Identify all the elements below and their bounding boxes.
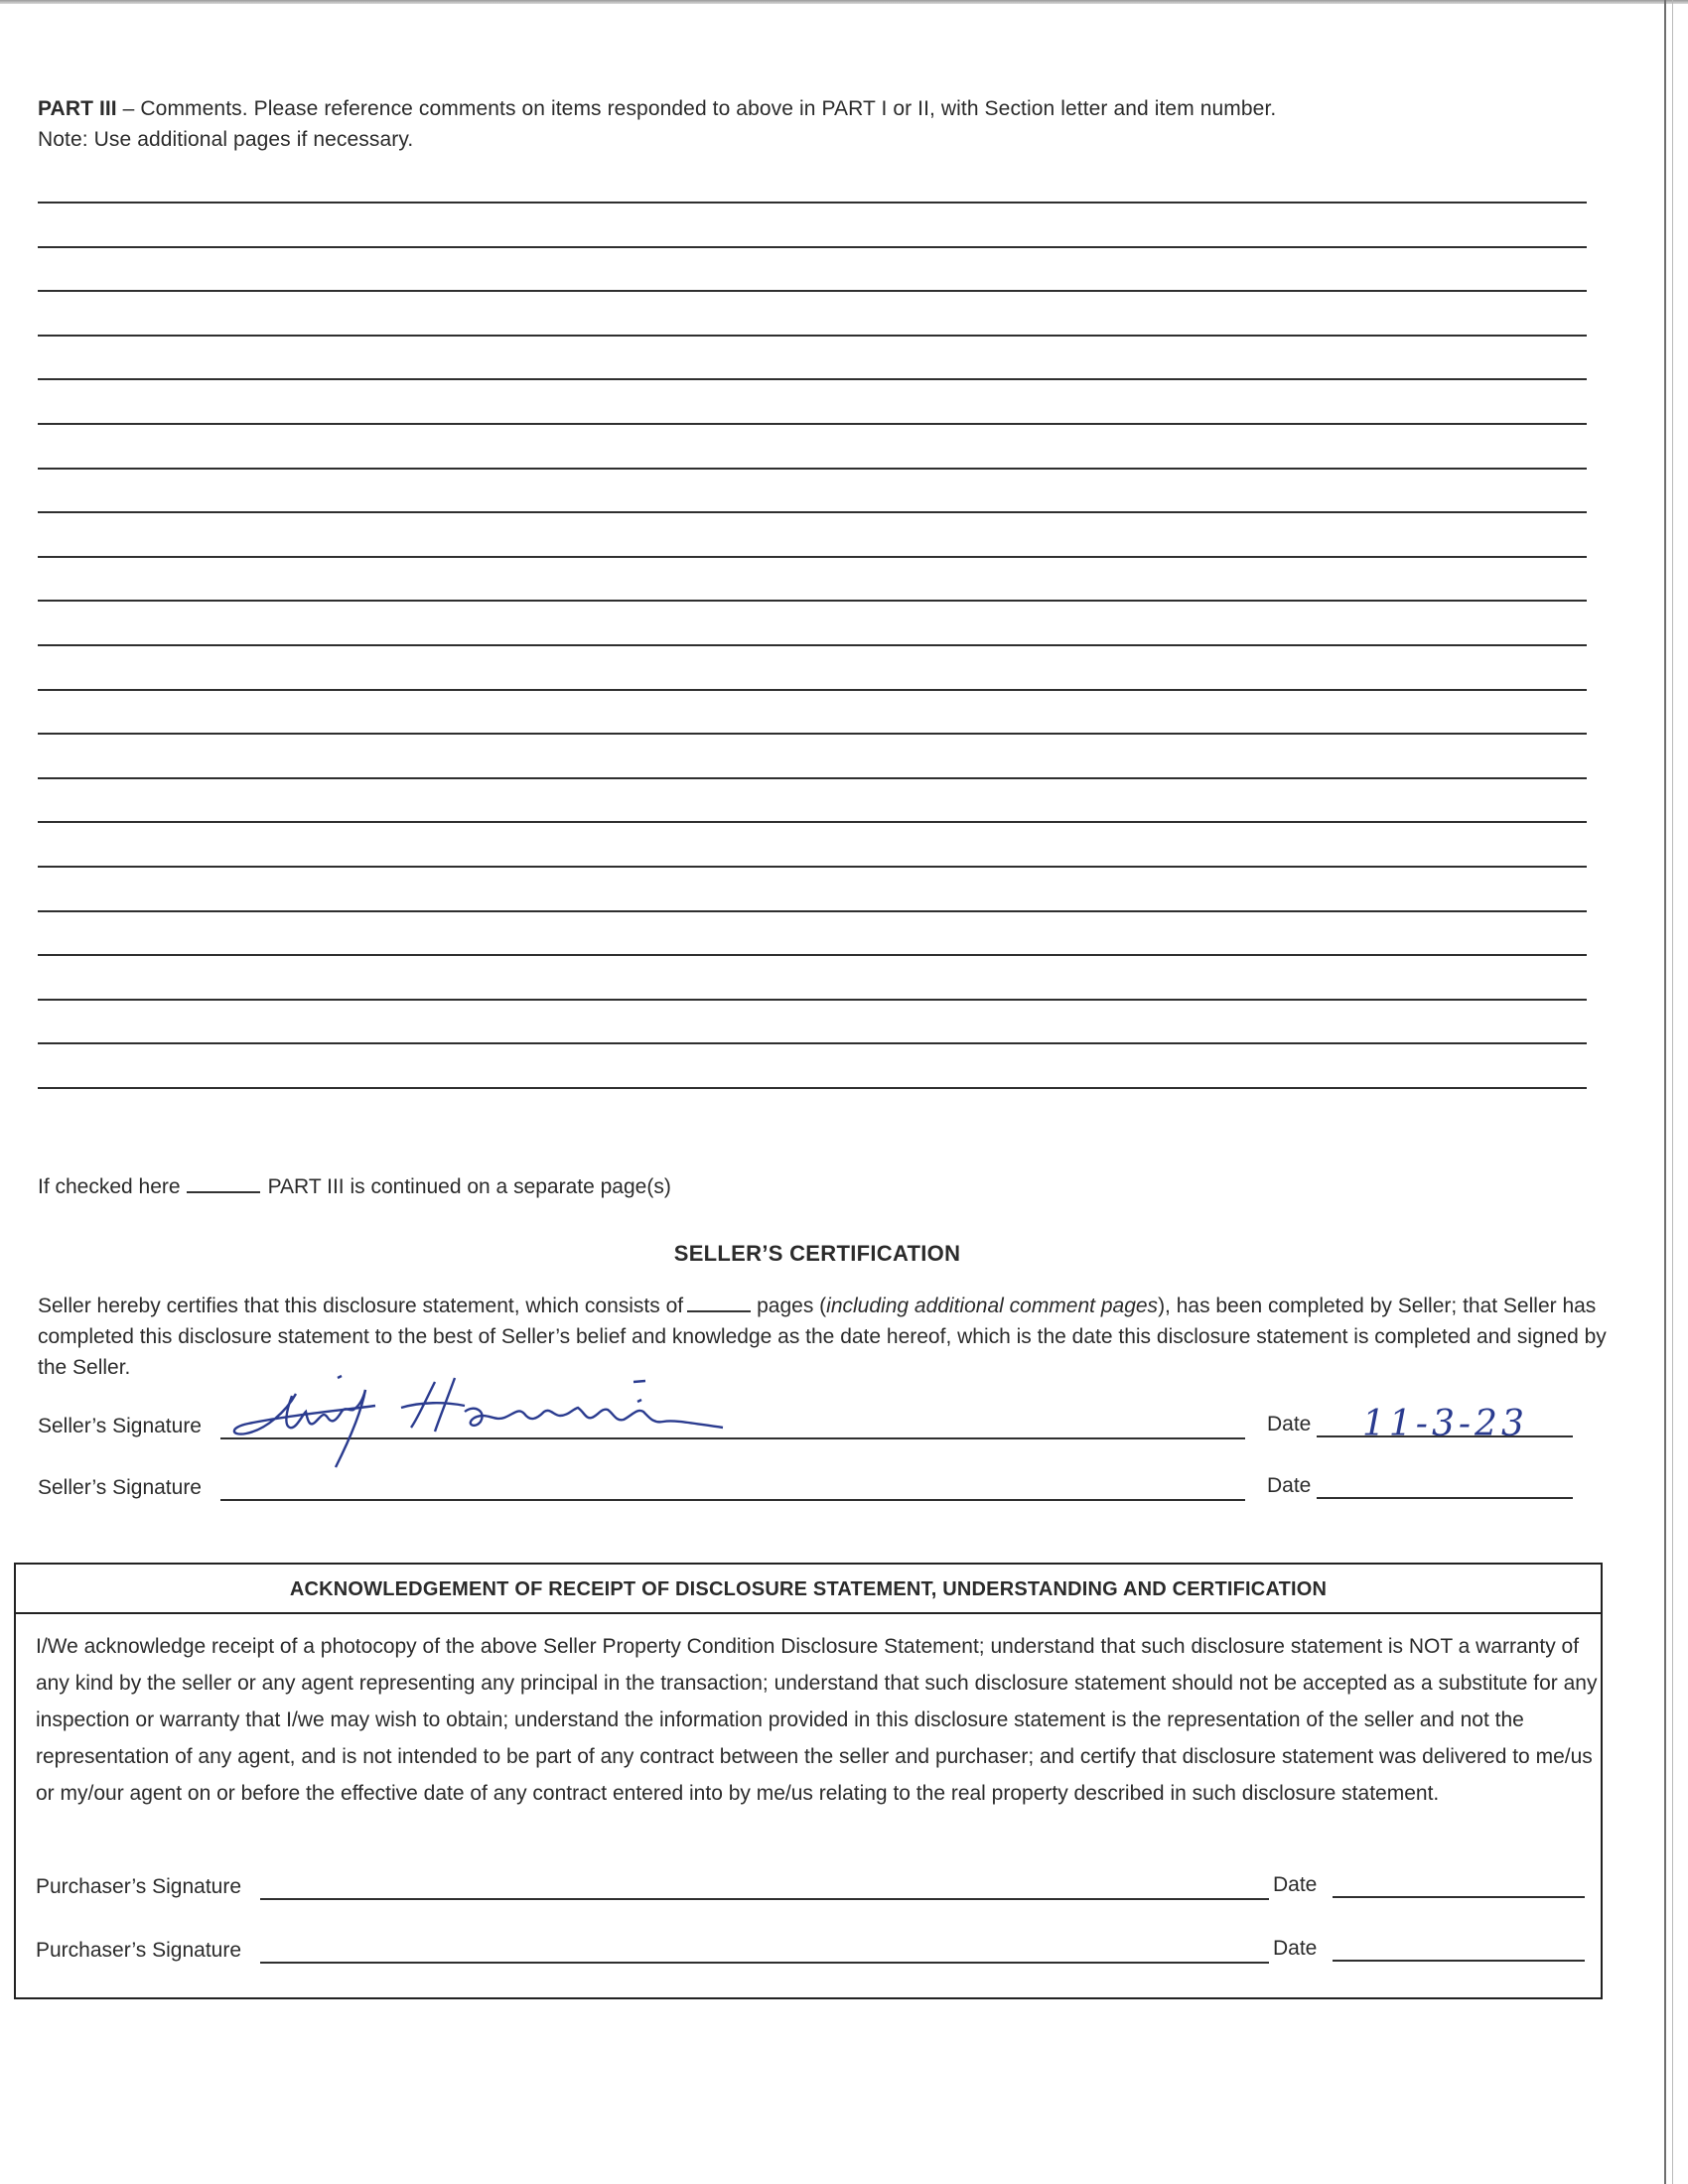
seller-signature-2-label: Seller’s Signature — [38, 1476, 202, 1499]
comment-line[interactable] — [38, 689, 1587, 691]
comment-line[interactable] — [38, 777, 1587, 779]
purchaser-signature-2-label: Purchaser’s Signature — [36, 1939, 242, 1962]
seller-signature-1-label: Seller’s Signature — [38, 1415, 202, 1437]
page-count-blank[interactable] — [687, 1291, 751, 1312]
purchaser-signature-1-line[interactable] — [260, 1898, 1269, 1900]
comment-line[interactable] — [38, 335, 1587, 337]
comment-line[interactable] — [38, 556, 1587, 558]
scan-right-edge-shadow — [1672, 0, 1673, 2184]
continued-prefix: If checked here — [38, 1175, 181, 1198]
acknowledgement-title: ACKNOWLEDGEMENT OF RECEIPT OF DISCLOSURE STATEMENT, UNDERSTANDING AND CERTIFICATION — [16, 1565, 1601, 1614]
part-iii-label: PART III — [38, 97, 117, 120]
comment-line[interactable] — [38, 378, 1587, 380]
seller-date-2-line[interactable] — [1317, 1497, 1573, 1499]
purchaser-date-1-line[interactable] — [1333, 1896, 1585, 1898]
cert-text-part-1: Seller hereby certifies that this disclosure statement, which consists of — [38, 1295, 684, 1317]
cert-text-italic: including additional comment pages — [826, 1295, 1159, 1317]
part-iii-heading — [38, 93, 1527, 155]
comment-line[interactable] — [38, 1087, 1587, 1089]
seller-certification-title: SELLER’S CERTIFICATION — [673, 1241, 961, 1266]
cert-text-part-3: ), has been completed by Seller; that Seller has completed this disclosure statement to the best of Seller’s belief and knowledge as the date hereof, which is the date this disclosure statement is completed and signed by the Seller. — [38, 1295, 1607, 1379]
comment-line[interactable] — [38, 246, 1587, 248]
comment-line[interactable] — [38, 866, 1587, 868]
comment-line[interactable] — [38, 511, 1587, 513]
seller-signature-2-line[interactable] — [220, 1499, 1245, 1501]
continued-row — [38, 1171, 671, 1202]
acknowledgement-text: I/We acknowledge receipt of a photocopy of the above Seller Property Condition Disclosure Statement; understand that such disclosure statement is NOT a warranty of any kind by the seller or any agent representing any principal in the transaction; understand that such disclosure statement should not be accepted as a substitute for any inspection or warranty that I/we may wish to obtain; understand the information provided in this disclosure statement is the representation of the seller and not the representation of any agent, and is not intended to be part of any contract between the seller and purchaser; and certify that disclosure statement was delivered to me/us or my/our agent on or before the effective date of any contract entered into by me/us relating to the real property described in such disclosure statement. — [36, 1635, 1598, 1805]
comment-line[interactable] — [38, 644, 1587, 646]
seller-handwritten-signature — [226, 1372, 763, 1491]
scan-right-edge — [1664, 0, 1666, 2184]
seller-date-1-value: 11-3-23 — [1362, 1404, 1528, 1444]
comment-line[interactable] — [38, 1042, 1587, 1044]
comment-line[interactable] — [38, 733, 1587, 735]
comment-line[interactable] — [38, 954, 1587, 956]
comment-line[interactable] — [38, 999, 1587, 1001]
purchaser-date-2-line[interactable] — [1333, 1960, 1585, 1962]
part-iii-note: Note: Use additional pages if necessary. — [38, 128, 414, 151]
seller-date-1-label: Date — [1267, 1413, 1312, 1435]
purchaser-date-2-label: Date — [1273, 1937, 1318, 1960]
acknowledgement-box — [14, 1563, 1603, 1999]
cert-text-part-2: pages ( — [757, 1295, 827, 1317]
seller-certification-text — [38, 1291, 1607, 1383]
comment-line[interactable] — [38, 423, 1587, 425]
seller-date-2-label: Date — [1267, 1474, 1312, 1497]
comment-line[interactable] — [38, 290, 1587, 292]
purchaser-date-1-label: Date — [1273, 1873, 1318, 1896]
purchaser-signature-1-label: Purchaser’s Signature — [36, 1875, 242, 1898]
scan-top-edge — [0, 0, 1688, 4]
comment-line[interactable] — [38, 910, 1587, 912]
continued-suffix: PART III is continued on a separate page(s) — [267, 1175, 671, 1198]
comment-line[interactable] — [38, 821, 1587, 823]
continued-check-blank[interactable] — [187, 1171, 260, 1193]
comment-line[interactable] — [38, 202, 1587, 204]
comment-line[interactable] — [38, 468, 1587, 470]
part-iii-heading-text: – Comments. Please reference comments on items responded to above in PART I or II, with Section letter and item number. — [116, 97, 1277, 120]
purchaser-signature-2-line[interactable] — [260, 1962, 1269, 1964]
comment-line[interactable] — [38, 600, 1587, 602]
